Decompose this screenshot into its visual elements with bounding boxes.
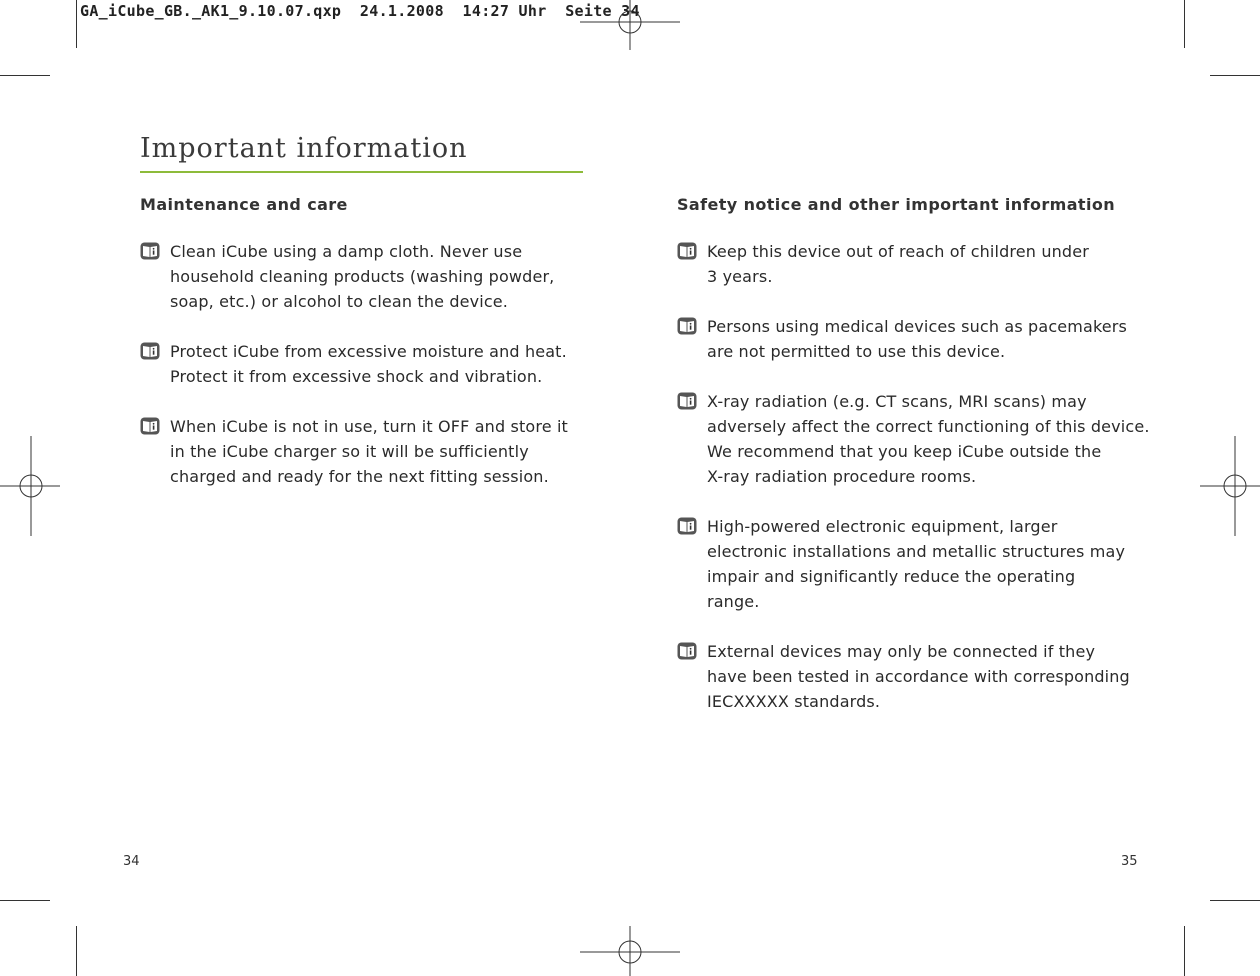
info-book-icon [677, 242, 697, 260]
list-item-text-line: We recommend that you keep iCube outside the [707, 442, 1102, 461]
safety-heading: Safety notice and other important information [677, 195, 1116, 214]
page-number-left: 34 [123, 854, 140, 869]
info-book-icon [140, 342, 160, 360]
title-underline [140, 171, 583, 173]
list-item [140, 239, 580, 314]
list-item-text-line: When iCube is not in use, turn it OFF and store it [170, 417, 568, 436]
crop-mark [1210, 900, 1260, 901]
info-book-icon [140, 417, 160, 435]
crop-mark [0, 900, 50, 901]
page-title: Important information [140, 133, 468, 164]
list-item-text-line: Protect it from excessive shock and vibration. [170, 367, 543, 386]
crop-mark [1210, 75, 1260, 76]
info-book-icon [677, 517, 697, 535]
list-item-text-line: Clean iCube using a damp cloth. Never use [170, 242, 523, 261]
crop-mark [1184, 0, 1185, 48]
list-item [677, 639, 1147, 714]
list-item-text-line: 3 years. [707, 267, 773, 286]
list-item [677, 239, 1147, 289]
list-item-text-line: IECXXXXX standards. [707, 692, 881, 711]
list-item [677, 389, 1150, 489]
list-item [677, 314, 1147, 364]
list-item-text-line: are not permitted to use this device. [707, 342, 1006, 361]
info-book-icon [140, 242, 160, 260]
list-item-text-line: High-powered electronic equipment, larger [707, 517, 1058, 536]
print-slug-line: GA_iCube_GB._AK1_9.10.07.qxp 24.1.2008 14:27 Uhr Seite 34 [80, 2, 640, 20]
list-item-text-line: Protect iCube from excessive moisture and heat. [170, 342, 567, 361]
list-item-text-line: soap, etc.) or alcohol to clean the device. [170, 292, 509, 311]
list-item-text-line: impair and significantly reduce the operating [707, 567, 1076, 586]
list-item-text-line: household cleaning products (washing powder, [170, 267, 555, 286]
list-item-text-line: in the iCube charger so it will be sufficiently [170, 442, 529, 461]
crop-mark [1184, 926, 1185, 976]
list-item [140, 339, 580, 389]
list-item-text-line: Keep this device out of reach of children under [707, 242, 1089, 261]
maintenance-section [140, 194, 580, 514]
maintenance-list [140, 239, 580, 489]
list-item-text-line: charged and ready for the next fitting session. [170, 467, 549, 486]
crop-mark [76, 0, 77, 48]
list-item [140, 414, 580, 489]
list-item-text-line: X-ray radiation (e.g. CT scans, MRI scans) may [707, 392, 1087, 411]
safety-list [677, 239, 1150, 714]
info-book-icon [677, 392, 697, 410]
crop-mark [0, 75, 50, 76]
list-item-text-line: adversely affect the correct functioning of this device. [707, 417, 1150, 436]
list-item-text-line: electronic installations and metallic structures may [707, 542, 1126, 561]
info-book-icon [677, 317, 697, 335]
registration-mark-icon [580, 926, 680, 976]
safety-section [677, 194, 1150, 739]
crop-mark [76, 926, 77, 976]
list-item-text-line: have been tested in accordance with corresponding [707, 667, 1130, 686]
list-item-text-line: range. [707, 592, 760, 611]
list-item-text-line: External devices may only be connected if they [707, 642, 1096, 661]
page-number-right: 35 [1121, 854, 1138, 869]
list-item-text-line: X-ray radiation procedure rooms. [707, 467, 977, 486]
list-item [677, 514, 1147, 614]
list-item-text-line: Persons using medical devices such as pacemakers [707, 317, 1128, 336]
info-book-icon [677, 642, 697, 660]
registration-mark-icon [0, 436, 60, 536]
maintenance-heading: Maintenance and care [140, 195, 348, 214]
registration-mark-icon [1200, 436, 1260, 536]
